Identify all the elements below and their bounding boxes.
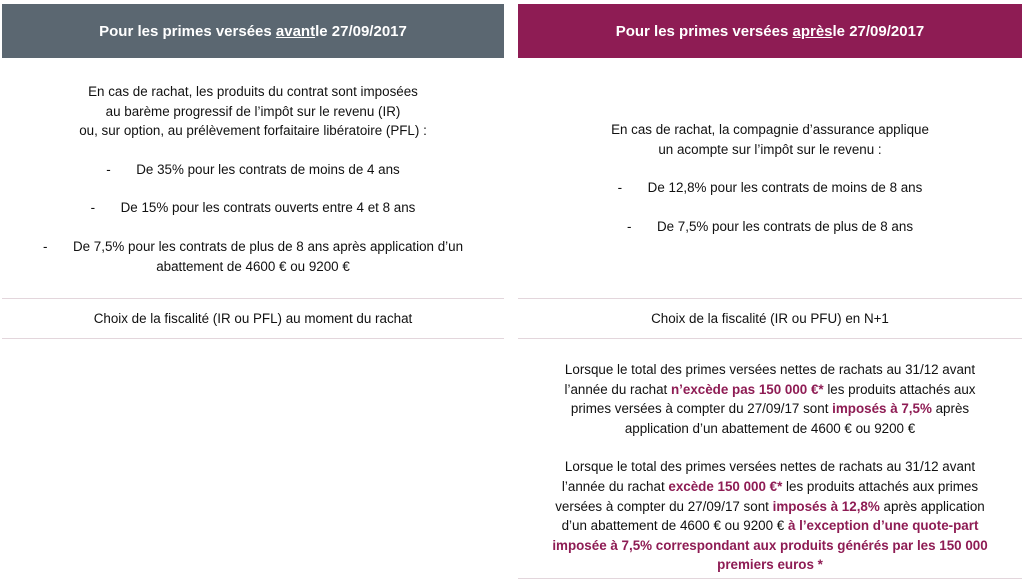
dash: - — [42, 238, 48, 254]
right-bullet-1 — [518, 178, 1022, 198]
right-separator-2 — [518, 338, 1022, 339]
para-2-line-6: premiers euros * — [717, 557, 823, 573]
left-bullet-1 — [2, 160, 504, 180]
para-2-text: d’un abattement de 4600 € ou 9200 € — [561, 518, 788, 534]
right-detail-block — [518, 360, 1022, 575]
para-2-text: après application — [879, 498, 985, 514]
para-2-line-3 — [518, 497, 1022, 517]
para-2-text: versées à compter du 27/09/17 sont — [555, 498, 773, 514]
right-regime-block — [518, 58, 1022, 298]
right-bullet-1-text: De 12,8% pour les contrats de moins de 8 ans — [647, 180, 923, 196]
left-header-prefix: Pour les primes versées — [99, 22, 272, 40]
para-1-text: primes versées à compter du 27/09/17 sont — [570, 401, 833, 417]
para-1-line-2 — [518, 380, 1022, 400]
left-header-suffix: le 27/09/2017 — [315, 22, 407, 40]
dash: - — [617, 180, 623, 196]
right-bullet-2 — [518, 217, 1022, 237]
para-2-highlight-threshold: excède 150 000 €* — [668, 478, 783, 494]
right-column — [518, 4, 1022, 573]
left-intro-line-3: ou, sur option, au prélèvement forfaitaire libératoire (PFL) : — [79, 123, 427, 139]
right-intro-line-1: En cas de rachat, la compagnie d’assurance applique — [611, 122, 929, 137]
para-1-highlight-threshold: n’excède pas 150 000 €* — [670, 381, 824, 397]
para-2-text: les produits attachés aux primes — [782, 478, 979, 494]
para-1-line-1: Lorsque le total des primes versées nettes de rachats au 31/12 avant — [564, 362, 976, 377]
para-1-line-4: application d’un abattement de 4600 € ou 9200 € — [624, 420, 916, 436]
left-bullet-1-text: De 35% pour les contrats de moins de 4 ans — [136, 161, 400, 177]
para-1-text: l’année du rachat — [564, 381, 671, 397]
left-intro-line-1: En cas de rachat, les produits du contrat sont imposées — [88, 84, 418, 99]
right-para-2 — [518, 457, 1022, 575]
right-para-1 — [518, 360, 1022, 438]
para-1-text: après — [931, 401, 970, 417]
left-bullet-3 — [2, 237, 504, 257]
left-separator-2 — [2, 338, 504, 339]
left-header — [2, 4, 504, 58]
para-2-highlight-exception: à l’exception d’une quote-part — [787, 518, 979, 534]
left-intro-line-2: au barème progressif de l’impôt sur le revenu (IR) — [105, 103, 401, 119]
right-header-suffix: le 27/09/2017 — [832, 22, 925, 40]
right-intro-line-2: un acompte sur l’impôt sur le revenu : — [658, 141, 882, 157]
para-2-line-4 — [518, 516, 1022, 536]
right-separator-1 — [518, 298, 1022, 299]
para-1-line-3 — [518, 399, 1022, 419]
right-header — [518, 4, 1022, 58]
para-2-text: l’année du rachat — [561, 478, 669, 494]
para-2-line-5: imposée à 7,5% correspondant aux produits générés par les 150 000 — [552, 537, 988, 553]
dash: - — [106, 161, 111, 177]
right-separator-3 — [518, 578, 1022, 579]
para-1-highlight-rate: imposés à 7,5% — [832, 401, 932, 417]
left-separator-1 — [2, 298, 504, 299]
dash: - — [626, 218, 632, 234]
left-regime-block — [2, 58, 504, 298]
left-bullet-2-text: De 15% pour les contrats ouverts entre 4 et 8 ans — [120, 200, 416, 216]
right-header-underlined: après — [792, 22, 833, 40]
para-2-line-1: Lorsque le total des primes versées nettes de rachats au 31/12 avant — [564, 459, 976, 475]
right-choice-text: Choix de la fiscalité (IR ou PFU) en N+1 — [651, 311, 889, 326]
para-2-highlight-rate: imposés à 12,8% — [772, 498, 880, 514]
left-bullet-2 — [2, 198, 504, 218]
left-bullet-3-line-2: abattement de 4600 € ou 9200 € — [156, 258, 350, 274]
dash: - — [90, 200, 96, 216]
left-header-underlined: avant — [275, 22, 316, 40]
left-column — [2, 4, 504, 326]
left-choice-text: Choix de la fiscalité (IR ou PFL) au moment du rachat — [93, 311, 413, 326]
left-bullet-3-line-1: De 7,5% pour les contrats de plus de 8 ans après application d’un — [72, 238, 464, 254]
right-header-prefix: Pour les primes versées — [615, 22, 789, 40]
right-bullet-2-text: De 7,5% pour les contrats de plus de 8 ans — [656, 218, 914, 234]
para-2-line-2 — [518, 477, 1022, 497]
para-1-text: les produits attachés aux — [823, 381, 976, 397]
